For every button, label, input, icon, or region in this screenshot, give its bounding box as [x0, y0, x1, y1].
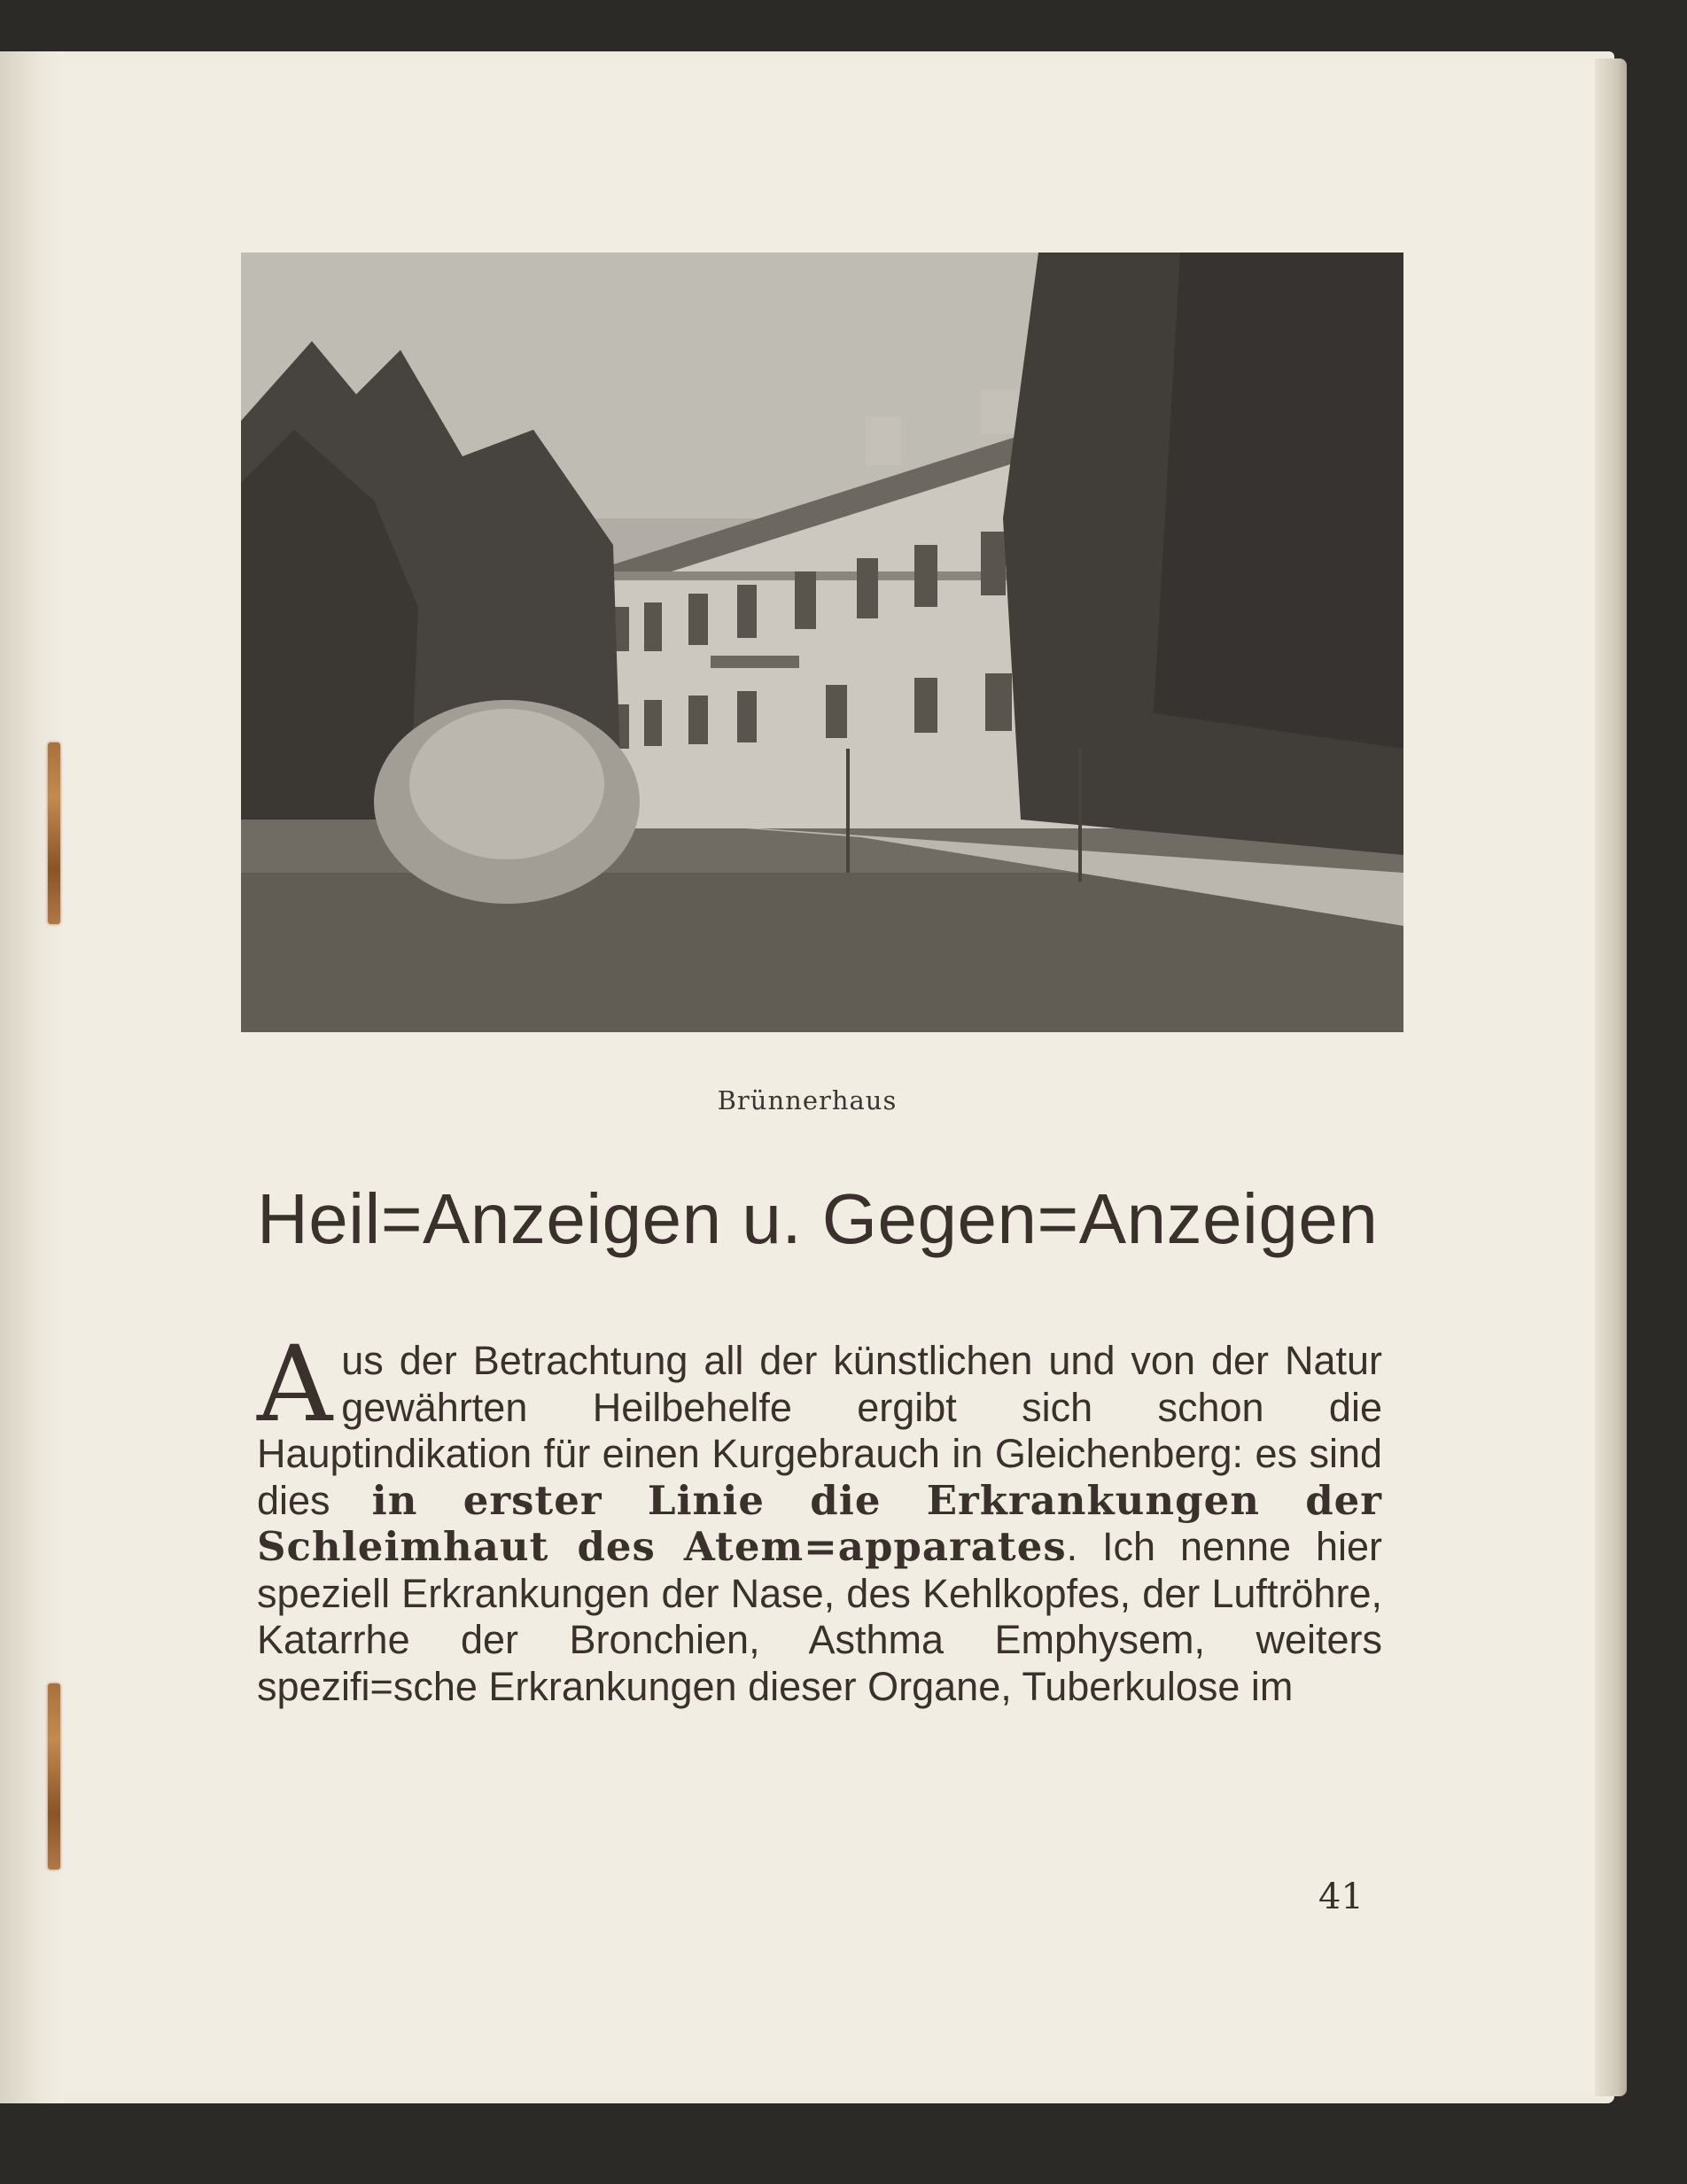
staple-bottom	[48, 1683, 60, 1869]
drop-cap-initial: A	[257, 1323, 333, 1445]
building-photograph	[241, 253, 1403, 1032]
photo-caption: Brünnerhaus	[717, 1085, 898, 1115]
body-paragraph	[257, 1323, 1383, 1710]
page-edge	[1595, 58, 1627, 2096]
page-heading: Heil=Anzeigen u. Gegen=Anzeigen	[257, 1179, 1379, 1258]
page-number: 41	[1318, 1877, 1364, 1917]
paragraph-text-end: . Ich nenne hier speziell Erkrankungen der Nase, des Kehlkopfes, der Luftröhre, Katarrhe der Bronchien, Asthma Emphysem, weiters spezifi=sche Erkrankungen dieser Organe, Tuberkulose im	[257, 1524, 1382, 1709]
staple-top	[48, 742, 60, 924]
paragraph-text-start: us der Betrachtung all der künstlichen und von der Natur gewährten Heilbehelfe ergibt sich schon die Hauptindikation für einen Kurgebrauch in Gleichenberg: es sind dies	[257, 1338, 1382, 1523]
paragraph-bold-phrase: in erster Linie die Erkrankungen der Schleimhaut des Atem=apparates	[257, 1476, 1383, 1570]
